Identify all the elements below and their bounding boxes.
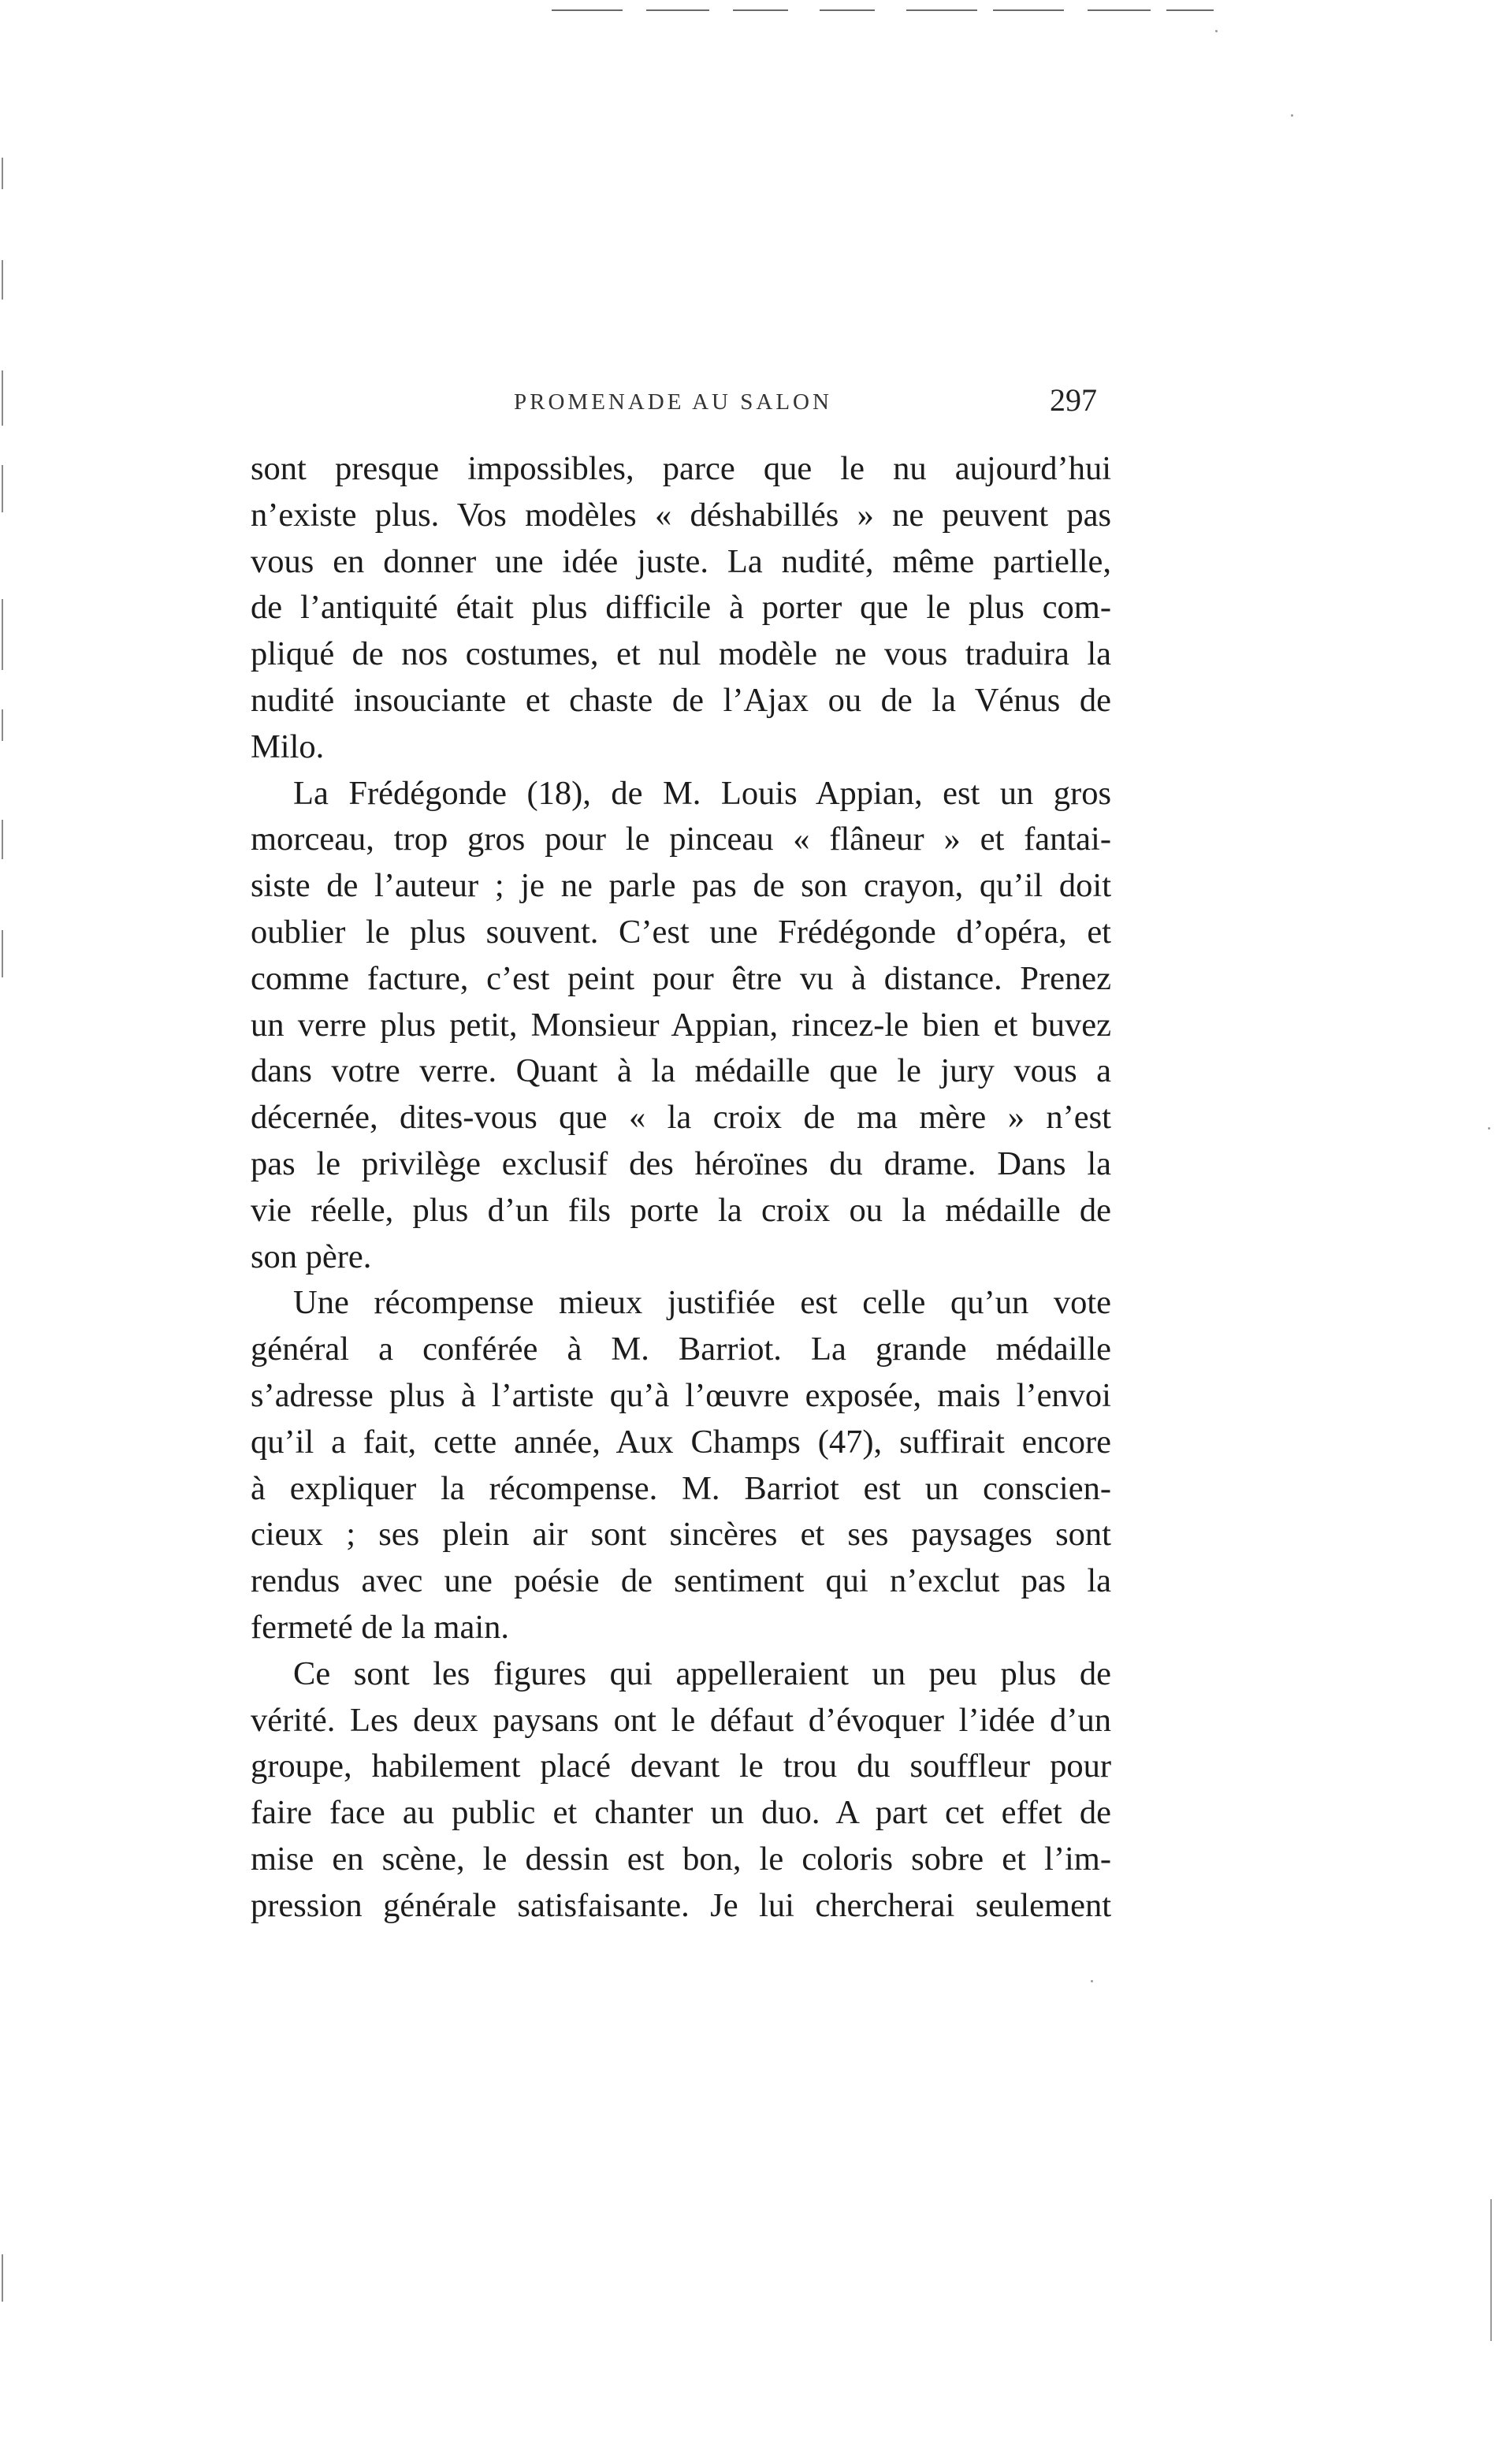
text-line: siste de l’auteur ; je ne parle pas de son crayon, qu’il doit bbox=[251, 867, 1111, 905]
scan-speck bbox=[1215, 30, 1218, 32]
paragraph bbox=[251, 1651, 1111, 1930]
scan-edge-mark bbox=[1490, 2199, 1492, 2341]
text-line: vérité. Les deux paysans ont le défaut d’évoquer l’idée d’un bbox=[251, 1701, 1111, 1739]
text-line: qu’il a fait, cette année, Aux Champs (47), suffirait encore bbox=[251, 1423, 1111, 1461]
scan-rule bbox=[733, 9, 788, 11]
page-number: 297 bbox=[1050, 382, 1097, 418]
text-line: morceau, trop gros pour le pinceau « flâneur » et fantai- bbox=[251, 821, 1111, 858]
text-line: mise en scène, le dessin est bon, le coloris sobre et l’im- bbox=[251, 1840, 1111, 1878]
scan-rule bbox=[820, 9, 875, 11]
paragraph bbox=[251, 771, 1111, 1281]
scan-edge-mark bbox=[2, 930, 3, 977]
text-line: n’existe plus. Vos modèles « déshabillés » ne peuvent pas bbox=[251, 496, 1111, 534]
text-line: pas le privilège exclusif des héroïnes du drame. Dans la bbox=[251, 1145, 1111, 1182]
scan-rule bbox=[906, 9, 977, 11]
scan-edge-mark bbox=[2, 260, 3, 300]
scan-edge-mark bbox=[2, 709, 3, 741]
text-line: de l’antiquité était plus difficile à porter que le plus com- bbox=[251, 589, 1111, 627]
scan-rule bbox=[646, 9, 709, 11]
running-title: PROMENADE AU SALON bbox=[514, 389, 832, 415]
scan-rule bbox=[1166, 9, 1214, 11]
scan-rule bbox=[1088, 9, 1151, 11]
text-line: décernée, dites-vous que « la croix de ma mère » n’est bbox=[251, 1099, 1111, 1137]
body-text bbox=[251, 446, 1111, 1930]
text-line: rendus avec une poésie de sentiment qui n’exclut pas la bbox=[251, 1562, 1111, 1600]
text-line: son père. bbox=[251, 1238, 372, 1275]
text-line: vie réelle, plus d’un fils porte la croix ou la médaille de bbox=[251, 1191, 1111, 1229]
text-line: nudité insouciante et chaste de l’Ajax ou de la Vénus de bbox=[251, 681, 1111, 719]
text-line: à expliquer la récompense. M. Barriot est un conscien- bbox=[251, 1469, 1111, 1507]
text-line: comme facture, c’est peint pour être vu à distance. Prenez bbox=[251, 959, 1111, 997]
text-line: pression générale satisfaisante. Je lui chercherai seulement bbox=[251, 1886, 1111, 1924]
text-line: groupe, habilement placé devant le trou du souffleur pour bbox=[251, 1748, 1111, 1785]
text-line: vous en donner une idée juste. La nudité, même partielle, bbox=[251, 542, 1111, 580]
scan-rule bbox=[993, 9, 1064, 11]
text-line: fermeté de la main. bbox=[251, 1608, 510, 1646]
scan-edge-mark bbox=[2, 599, 3, 670]
scan-speck bbox=[1091, 1980, 1093, 1982]
paragraph bbox=[251, 1280, 1111, 1651]
text-line: Milo. bbox=[251, 728, 325, 765]
scan-speck bbox=[1291, 114, 1293, 117]
scan-edge-mark bbox=[2, 2254, 3, 2302]
text-line: sont presque impossibles, parce que le nu aujourd’hui bbox=[251, 450, 1111, 487]
text-line: dans votre verre. Quant à la médaille que le jury vous a bbox=[251, 1052, 1111, 1090]
scan-edge-mark bbox=[2, 820, 3, 859]
text-line: général a conférée à M. Barriot. La grande médaille bbox=[251, 1331, 1111, 1368]
text-line: Une récompense mieux justifiée est celle qu’un vote bbox=[293, 1284, 1111, 1322]
text-line: Ce sont les figures qui appelleraient un peu plus de bbox=[293, 1654, 1111, 1692]
text-line: oublier le plus souvent. C’est une Frédégonde d’opéra, et bbox=[251, 913, 1111, 951]
scan-rule bbox=[552, 9, 623, 11]
scan-edge-mark bbox=[2, 158, 3, 189]
text-line: un verre plus petit, Monsieur Appian, rincez-le bien et buvez bbox=[251, 1006, 1111, 1044]
text-line: La Frédégonde (18), de M. Louis Appian, est un gros bbox=[293, 774, 1111, 812]
scan-speck bbox=[1488, 1127, 1490, 1130]
running-header bbox=[251, 378, 1111, 434]
text-line: pliqué de nos costumes, et nul modèle ne vous traduira la bbox=[251, 635, 1111, 673]
text-line: s’adresse plus à l’artiste qu’à l’œuvre exposée, mais l’envoi bbox=[251, 1376, 1111, 1414]
text-line: faire face au public et chanter un duo. A part cet effet de bbox=[251, 1794, 1111, 1832]
paragraph bbox=[251, 446, 1111, 771]
scan-edge-mark bbox=[2, 370, 3, 426]
scan-edge-mark bbox=[2, 465, 3, 512]
text-line: cieux ; ses plein air sont sincères et ses paysages sont bbox=[251, 1516, 1111, 1554]
